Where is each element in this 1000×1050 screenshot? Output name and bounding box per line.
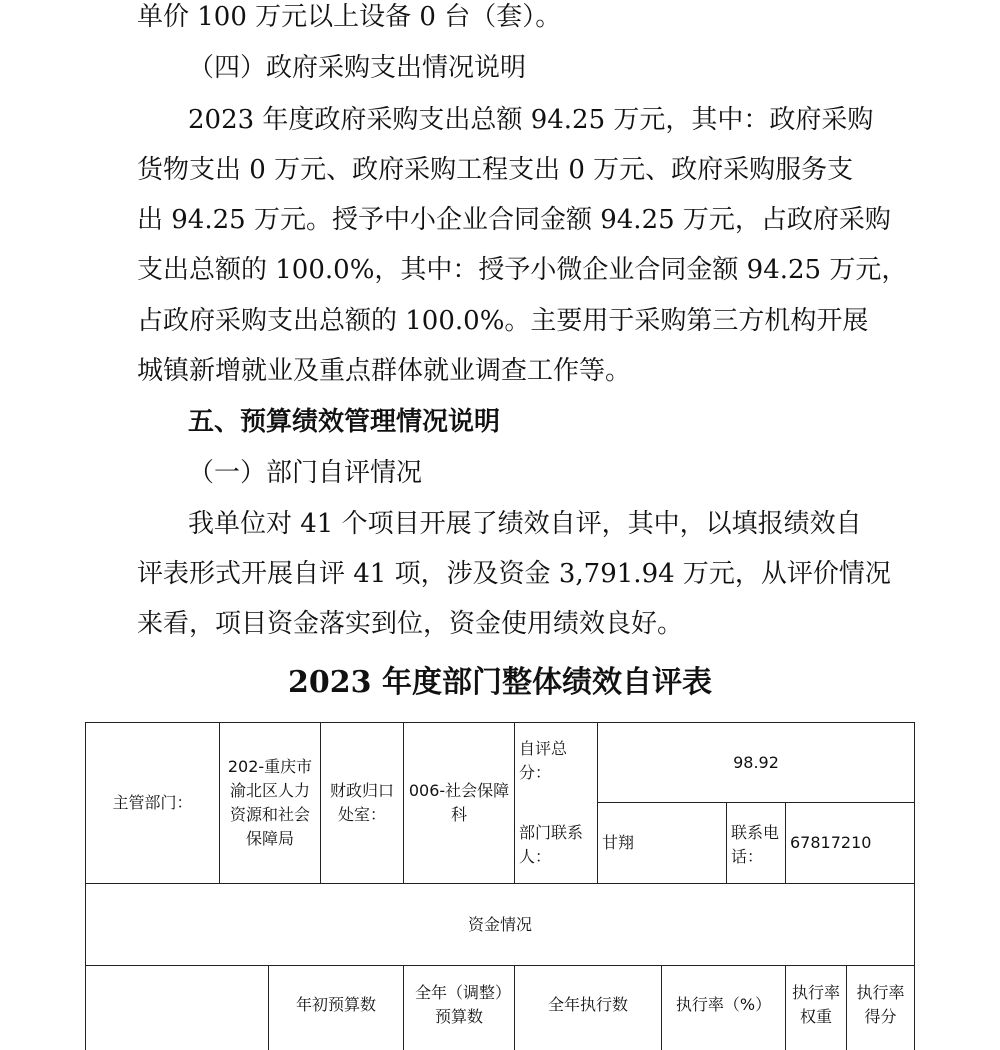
dept-label: 主管部门：	[112, 793, 193, 812]
finance-value: 006-社会保障科	[408, 781, 510, 824]
finance-label: 财政归口处室：	[329, 781, 394, 824]
funds-label: 资金情况	[467, 914, 532, 934]
text-line-6: 支出总额的 100.0%，其中：授予小微企业合同金额 94.25 万元，	[137, 255, 908, 285]
phone-value: 67817210	[790, 833, 872, 852]
text-line-3: 2023 年度政府采购支出总额 94.25 万元，其中：政府采购	[188, 105, 874, 135]
header-rate-score: 执行率得分	[856, 983, 905, 1026]
subheading-government-procurement: （四）政府采购支出情况说明	[188, 53, 527, 83]
phone-label: 联系电话：	[731, 823, 780, 866]
text-line-7: 占政府采购支出总额的 100.0%。主要用于采购第三方机构开展	[137, 306, 869, 336]
score-label: 自评总分：	[519, 739, 568, 782]
contact-label: 部门联系人：	[519, 823, 584, 866]
dept-value: 202-重庆市渝北区人力资源和社会保障局	[227, 757, 313, 848]
section-heading-performance: 五、预算绩效管理情况说明	[188, 407, 501, 437]
contact-value: 甘翔	[602, 833, 635, 852]
text-line-8: 城镇新增就业及重点群体就业调查工作等。	[137, 356, 632, 386]
text-line-13: 来看，项目资金落实到位，资金使用绩效良好。	[137, 609, 684, 639]
header-rate-weight: 执行率权重	[791, 983, 840, 1026]
header-initial-budget: 年初预算数	[295, 995, 376, 1014]
header-execution-rate: 执行率（%）	[675, 995, 772, 1014]
text-line-12: 评表形式开展自评 41 项，涉及资金 3,791.94 万元，从评价情况	[137, 559, 891, 589]
text-line-11: 我单位对 41 个项目开展了绩效自评，其中，以填报绩效自	[188, 509, 862, 539]
header-executed: 全年执行数	[547, 995, 628, 1014]
table-title: 2023 年度部门整体绩效自评表	[288, 665, 712, 700]
text-line-5: 出 94.25 万元。授予中小企业合同金额 94.25 万元，占政府采购	[137, 205, 891, 235]
score-value: 98.92	[733, 752, 779, 772]
text-line-1: 单价 100 万元以上设备 0 台（套）。	[137, 2, 562, 32]
text-line-4: 货物支出 0 万元、政府采购工程支出 0 万元、政府采购服务支	[137, 155, 854, 185]
subheading-self-evaluation: （一）部门自评情况	[188, 458, 423, 488]
header-adjusted-budget: 全年（调整）预算数	[414, 983, 503, 1026]
